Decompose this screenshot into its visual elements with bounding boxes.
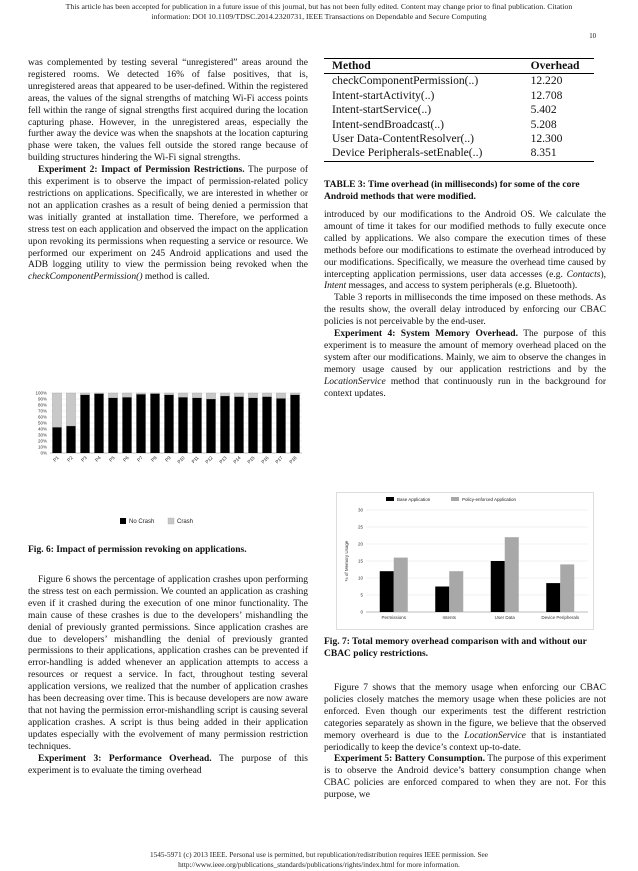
y-axis-label: % of Memory Usage [344,540,349,582]
x-tick-label: P10 [176,455,186,465]
x-tick-label: P12 [204,455,214,465]
bar-no-crash [290,395,299,453]
bar-crash [248,393,257,398]
figure-7-chart [336,492,594,630]
overhead-cell: 12.708 [530,88,563,102]
overhead-text-c: messages, and access to system peripherals (e.g. Bluetooth). [346,281,578,292]
legend-swatch-policy [451,497,459,501]
experiment-5-heading: Experiment 5: Battery Consumption. [334,754,485,765]
intent-term: Intent [324,281,347,292]
page-number: 10 [589,33,596,40]
bar-base-application [435,587,449,613]
left-column-top [28,58,308,284]
legend-label-base: Base Application [397,497,431,502]
right-column-top [324,210,606,401]
y-tick-label: 15 [357,558,363,564]
bar-crash [220,393,229,396]
y-tick-label: 60% [37,414,47,420]
experiment-2-body-a: The purpose of this experiment is to observe the impact of permission-related policy restrictions on applications. Specifically, we are interested in whether or not an application crashes as a result of being denied a permission that was initially granted at installation time. Therefore, we performed a stress test on each application and observed the impact on the application upon revoking its permissions when requesting a service or resource. We performed our experiment on 245 Android applications and used the ADB logging utility to view the permission being revoked when the [28,165,308,271]
figure-6-chart [28,385,308,537]
x-tick-label: P15 [246,455,256,465]
overhead-cell: 12.220 [530,74,563,88]
x-tick-label: P7 [136,455,144,463]
y-tick-label: 5 [360,592,363,598]
bar-no-crash [206,399,215,453]
bar-no-crash [136,394,145,453]
paragraph-figure-6: Figure 6 shows the percentage of application crashes upon performing the stress test on each permission. We counted an application as crashing even if it crashed during the execution of one minor functionality. The main cause of these crashes is due to the developers’ mishandling the denial of previously granted permissions. Since application crashes are due to developers’ mishandling the denial of previously granted permissions to their applications, application crashes can be prevented if error-handling is added whenever an application attempts to access a resources or request a service. In fact, throughout testing several application versions, we realized that the number of application crashes has been decreasing over time. This is because developers are now aware that not having the permission error-mishandling script is causing several application crashes. A script is thus being added in their application updates especially with the evolvement of many permission restriction techniques. [28,575,308,752]
bar-crash [276,393,285,398]
bar-crash [206,393,215,399]
overhead-cell: 8.351 [523,146,594,161]
legend-swatch-crash [168,518,174,524]
x-tick-label: P1 [52,455,60,463]
y-tick-label: 90% [37,396,47,402]
bar-crash [136,393,145,394]
legend-swatch-base [386,497,394,501]
journal-banner [10,2,628,22]
location-service-term: LocationService [324,376,386,387]
x-tick-label: P2 [66,455,74,463]
overhead-text-b: ), [600,269,606,280]
bar-no-crash [122,397,131,453]
bar-crash [234,393,243,397]
method-cell: Device Peripherals-setEnable(..) [324,146,523,161]
y-tick-label: 0 [360,609,363,615]
y-tick-label: 20 [357,541,363,547]
y-tick-label: 20% [37,438,47,444]
bar-crash [80,393,89,395]
experiment-2-heading: Experiment 2: Impact of Permission Restrictions. [38,165,245,176]
experiment-3-heading: Experiment 3: Performance Overhead. [38,753,212,764]
y-tick-label: 80% [37,402,47,408]
y-tick-label: 70% [37,408,47,414]
legend-label-no-crash: No Crash [129,519,155,525]
experiment-4-heading: Experiment 4: System Memory Overhead. [334,329,518,340]
bar-crash [52,393,61,427]
table-3 [324,58,594,162]
x-tick-label: P4 [94,455,102,463]
bar-crash [290,393,299,395]
bar-no-crash [178,397,187,453]
bar-crash [150,393,159,394]
paragraph-experiment-5 [324,754,606,802]
y-tick-label: 50% [37,420,47,426]
method-cell: Intent-startActivity(..) [332,88,435,102]
footer-line-2: http://www.ieee.org/publications_standards/publications/rights/index.html for more information. [178,860,460,869]
bar-no-crash [234,397,243,453]
x-tick-label: P9 [164,455,172,463]
x-tick-label: P18 [288,455,298,465]
method-cell: User Data-ContentResolver(..) [332,132,474,146]
table-row [324,118,594,132]
table-header-row [324,59,594,74]
y-tick-label: 10 [357,575,363,581]
bar-no-crash [52,427,61,453]
table-row [324,103,594,117]
legend-label-policy: Policy-enforced Application [462,497,517,502]
header-method: Method [324,59,523,74]
bar-no-crash [150,394,159,453]
overhead-cell: 12.300 [530,132,563,146]
x-tick-label: P14 [232,455,242,465]
table-row [324,146,594,161]
bar-crash [192,393,201,398]
legend-swatch-no-crash [120,518,126,524]
method-cell: Intent-sendBroadcast(..) [332,117,445,131]
x-tick-label: P8 [150,455,158,463]
table-row [324,89,594,103]
table-row [324,74,594,89]
x-tick-label: P3 [80,455,88,463]
table-3-caption: TABLE 3: Time overhead (in milliseconds) for some of the core Android methods that were modified. [324,180,580,202]
banner-line-1: This article has been accepted for publication in a future issue of this journal, but has not been fully edited. Content may change prior to final publication. Citation [65,2,573,11]
experiment-4-body-a: The purpose of this experiment is to measure the amount of memory overhead placed on the system after our modifications. Mainly, we aim to observe the changes in memory usage caused by our application restrictions and by the [324,329,606,375]
bar-crash [94,393,103,394]
experiment-5-body: The purpose of this experiment is to observe the Android device’s battery consumption change when CBAC policies are enforced compared to when they are not. For this purpose, we [324,754,606,801]
bar-no-crash [276,398,285,453]
bar-crash [178,393,187,397]
location-service-term: LocationService [464,730,526,741]
bar-crash [66,393,75,426]
bar-no-crash [164,395,173,453]
experiment-2-method: checkComponentPermission() [28,272,143,283]
right-column-bottom [324,683,606,802]
figure-7-text-a: Figure 7 shows that the memory usage when enforcing our CBAC policies closely matches the memory usage when these policies are not enforced. Even though our experiments test the different restriction categories separately as shown in the figure, we believe that the observed memory overheard is due to the [324,683,606,741]
paragraph-experiment-4 [324,329,606,400]
bar-crash [108,393,117,398]
bar-crash [262,393,271,397]
bar-no-crash [220,396,229,453]
bar-no-crash [108,398,117,453]
x-tick-label: Device Peripherals [541,615,580,620]
paragraph-experiment-3 [28,754,308,778]
bar-base-application [380,571,394,612]
contacts-term: Contacts [566,269,601,280]
bar-no-crash [94,394,103,453]
experiment-4-body-b: method that continuously run in the background for context updates. [324,376,606,399]
legend-label-crash: Crash [177,519,194,525]
figure-7-text-b: that is instantiated periodically to keep the device’s context up-to-date. [324,730,606,753]
paragraph-figure-7 [324,683,606,754]
bar-no-crash [248,398,257,453]
x-tick-label: P5 [108,455,116,463]
x-tick-label: P16 [260,455,270,465]
x-tick-label: P17 [274,455,284,465]
y-tick-label: 40% [37,426,47,432]
y-tick-label: 25 [357,524,363,530]
overhead-text-a: introduced by our modifications to the Android OS. We calculate the amount of time it takes for our modified methods to fully execute once called by applications. We also compare the execution times of these methods before our modifications to estimate the overhead introduced by our modifications. Specifically, we measure the overhead time caused by intercepting application permissions, user data accesses (e.g. [324,210,606,280]
table-row [324,132,594,146]
x-tick-label: P6 [122,455,130,463]
y-tick-label: 30% [37,432,47,438]
overhead-cell: 5.402 [530,103,557,117]
experiment-3-body: The purpose of this experiment is to evaluate the timing overhead [28,753,308,776]
bar-no-crash [80,395,89,453]
experiment-2-body-b: method is called. [142,272,210,283]
left-column-bottom [28,575,308,777]
method-cell: Intent-startService(..) [332,103,432,117]
figure-6-caption: Fig. 6: Impact of permission revoking on applications. [28,545,247,555]
bar-policy-enforced [505,537,519,612]
x-tick-label: Permissions [381,615,407,620]
bar-policy-enforced [394,558,408,612]
paragraph-table-3: Table 3 reports in milliseconds the time imposed on these methods. As the results show, the overall delay introduced by enforcing our CBAC policies is not perceivable by the end-user. [324,293,606,328]
paragraph-overhead [324,210,606,293]
header-overhead: Overhead [523,59,594,74]
y-tick-label: 30 [357,507,363,513]
bar-crash [164,393,173,395]
figure-7-caption: Fig. 7: Total memory overhead comparison with and without our CBAC policy restrictions. [324,637,587,659]
x-tick-label: P11 [190,455,200,465]
method-cell: checkComponentPermission(..) [332,74,479,88]
y-tick-label: 0% [40,450,47,456]
bar-no-crash [262,397,271,453]
y-tick-label: 10% [37,444,47,450]
bar-crash [122,393,131,397]
bar-base-application [491,561,505,612]
copyright-footer [10,850,628,870]
bar-no-crash [192,398,201,453]
banner-line-2: information: DOI 10.1109/TDSC.2014.2320731, IEEE Transactions on Dependable and Secure Computing [151,12,487,21]
x-tick-label: User Data [494,615,515,620]
paragraph-experiment-2 [28,165,308,284]
bar-base-application [546,583,560,612]
y-tick-label: 100% [35,390,47,396]
bar-policy-enforced [449,571,463,612]
footer-line-1: 1545-5971 (c) 2013 IEEE. Personal use is permitted, but republication/redistribution requires IEEE permission. See [149,850,488,859]
overhead-cell: 5.208 [530,117,557,131]
x-tick-label: Intents [442,615,457,620]
paragraph-wifi: was complemented by testing several “unregistered” areas around the registered rooms. We detected 16% of false positives, that is, unregistered areas that appeared to be user-defined. Within the registered areas, the values of the signal strengths of matching Wi-Fi access points fell within the range of signal strengths first acquired during the location capturing phase. However, in the unregistered areas, especially the further away the device was when the snapshots at the location capturing phase were taken, the values fell outside the stored range because of building structures hindering the Wi-Fi signal strengths. [28,58,308,164]
x-tick-label: P13 [218,455,228,465]
bar-policy-enforced [560,564,574,612]
bar-no-crash [66,426,75,453]
